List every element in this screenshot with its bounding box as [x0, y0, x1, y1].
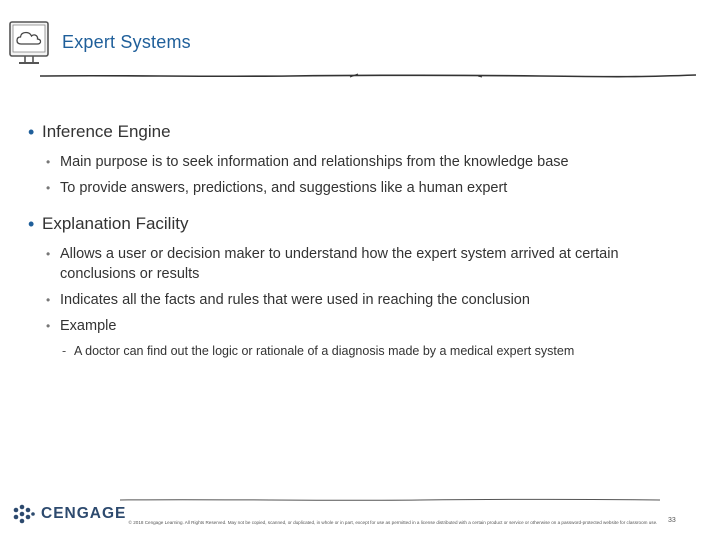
header-divider — [40, 70, 696, 82]
bullet-text: Example — [60, 318, 117, 334]
bullet-text: Inference Engine — [42, 122, 171, 141]
bullet-dot-icon: • — [28, 214, 35, 234]
bullet-text: Explanation Facility — [42, 214, 189, 233]
bullet-text: Main purpose is to seek information and relationships from the knowledge base — [60, 154, 569, 170]
footer-divider — [120, 495, 660, 505]
cengage-logo-mark-icon — [12, 502, 36, 526]
bullet-level2 — [46, 290, 688, 310]
bullet-level2 — [46, 244, 688, 284]
bullet-level3 — [62, 342, 688, 360]
content-body — [28, 120, 688, 360]
bullet-dot-icon: • — [28, 122, 35, 142]
bullet-level1 — [28, 212, 688, 236]
bullet-level2 — [46, 152, 688, 172]
bullet-dot-icon: • — [46, 293, 51, 307]
bullet-dot-icon: • — [46, 247, 51, 261]
bullet-text: Indicates all the facts and rules that were used in reaching the conclusion — [60, 292, 530, 308]
bullet-level1 — [28, 120, 688, 144]
bullet-text: A doctor can find out the logic or rationale of a diagnosis made by a medical expert system — [74, 344, 575, 358]
bullet-dot-icon: • — [46, 319, 51, 333]
bullet-dot-icon: • — [46, 155, 51, 169]
dash-bullet-icon: - — [62, 344, 67, 358]
bullet-dot-icon: • — [46, 181, 51, 195]
bullet-level2 — [46, 178, 688, 198]
bullet-level2 — [46, 316, 688, 336]
bullet-text: Allows a user or decision maker to understand how the expert system arrived at certain conclusions or results — [60, 246, 619, 282]
copyright-notice: © 2018 Cengage Learning. All Rights Reserved. May not be copied, scanned, or duplicated, in whole or in part, except for use as permitted in a license distributed with a certain product or service or otherwise on a password-protected website for classroom use. — [128, 520, 658, 525]
page-number: 33 — [668, 517, 676, 524]
page-title: Expert Systems — [62, 32, 191, 52]
brand-name: CENGAGE — [41, 505, 127, 522]
cengage-logo — [12, 502, 126, 526]
bullet-text: To provide answers, predictions, and suggestions like a human expert — [60, 180, 508, 196]
cloud-monitor-icon — [8, 20, 52, 70]
